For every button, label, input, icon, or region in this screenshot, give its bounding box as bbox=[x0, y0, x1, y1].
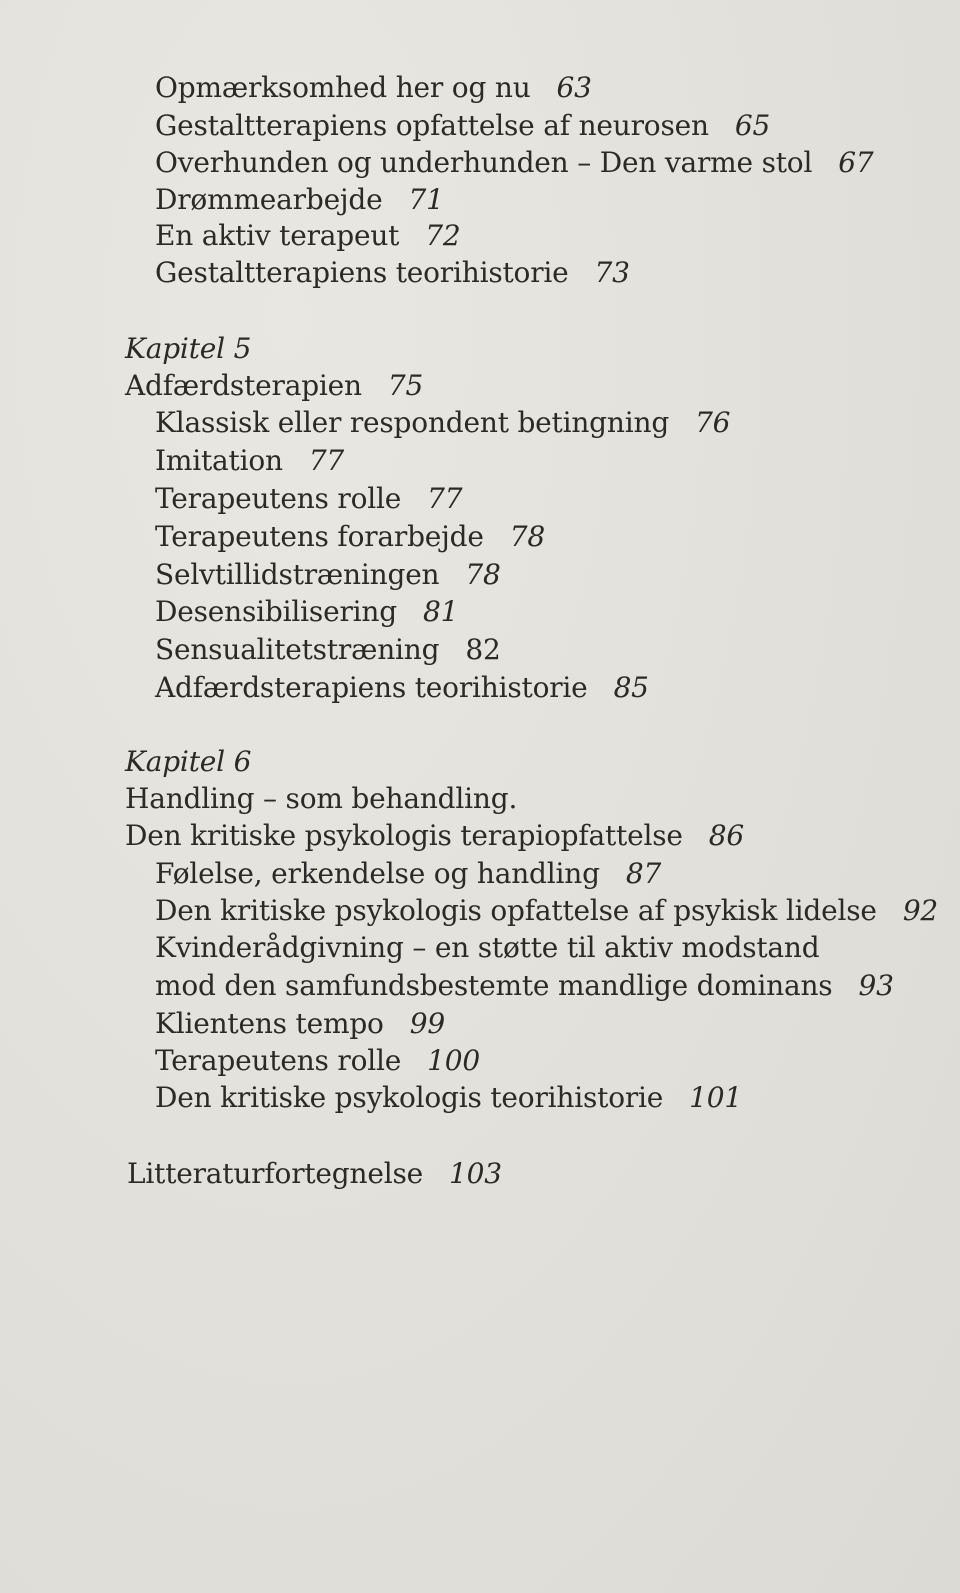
toc-entry-title: Den kritiske psykologis teorihistorie bbox=[155, 1081, 664, 1114]
chapter-6-title-line1: Handling – som behandling. bbox=[125, 782, 518, 815]
toc-entry bbox=[155, 968, 894, 1004]
toc-entry bbox=[155, 632, 501, 668]
toc-entry-page: 72 bbox=[425, 219, 461, 252]
toc-entry-title: En aktiv terapeut bbox=[155, 219, 400, 252]
toc-entry-title: Imitation bbox=[155, 444, 283, 477]
chapter-title-page: 75 bbox=[387, 369, 424, 402]
chapter-title-text: Adfærdsterapien bbox=[125, 369, 362, 402]
chapter-6-title-line2 bbox=[125, 818, 744, 854]
chapter-title-text: Den kritiske psykologis terapiopfattelse bbox=[125, 819, 683, 852]
toc-entry bbox=[155, 443, 344, 479]
toc-entry-page: 101 bbox=[689, 1081, 743, 1114]
toc-entry-page: 85 bbox=[613, 671, 649, 704]
toc-entry-title: mod den samfundsbestemte mandlige dominans bbox=[155, 969, 833, 1002]
toc-entry-title: Terapeutens forarbejde bbox=[155, 520, 484, 553]
toc-entry bbox=[155, 519, 545, 555]
toc-entry-page: 76 bbox=[695, 406, 731, 439]
toc-entry-page: 100 bbox=[427, 1044, 480, 1077]
toc-entry bbox=[155, 1006, 445, 1042]
toc-entry bbox=[155, 405, 730, 441]
bibliography-page: 103 bbox=[449, 1157, 502, 1190]
toc-entry bbox=[155, 670, 649, 706]
toc-entry-title: Drømmearbejde bbox=[155, 183, 383, 216]
toc-entry bbox=[155, 557, 501, 593]
toc-entry-page: 77 bbox=[427, 482, 463, 515]
toc-entry-page: 82 bbox=[465, 633, 501, 666]
toc-entry-page: 71 bbox=[408, 183, 444, 216]
toc-entry-title: Opmærksomhed her og nu bbox=[155, 71, 531, 104]
toc-entry-title: Desensibilisering bbox=[155, 595, 397, 628]
toc-entry bbox=[155, 594, 458, 630]
toc-entry-title: Den kritiske psykologis opfattelse af psykisk lidelse bbox=[155, 894, 877, 927]
toc-entry bbox=[155, 145, 873, 181]
toc-entry-page: 78 bbox=[509, 520, 545, 553]
toc-entry-page: 63 bbox=[556, 71, 592, 104]
toc-entry bbox=[155, 255, 630, 291]
bibliography-entry bbox=[127, 1156, 502, 1192]
toc-entry-title: Terapeutens rolle bbox=[155, 482, 402, 515]
toc-entry-line1: Kvinderådgivning – en støtte til aktiv modstand bbox=[155, 931, 820, 964]
chapter-title-page: 86 bbox=[708, 819, 744, 852]
toc-entry bbox=[155, 856, 661, 892]
toc-entry bbox=[155, 481, 462, 517]
toc-entry bbox=[155, 1080, 742, 1116]
toc-entry-page: 73 bbox=[594, 256, 630, 289]
toc-entry-title: Klientens tempo bbox=[155, 1007, 384, 1040]
toc-entry bbox=[155, 70, 592, 106]
toc-entry-title: Adfærdsterapiens teorihistorie bbox=[155, 671, 588, 704]
toc-entry-page: 65 bbox=[734, 109, 771, 142]
toc-entry-title: Følelse, erkendelse og handling bbox=[155, 857, 600, 890]
bibliography-title: Litteraturfortegnelse bbox=[127, 1157, 424, 1190]
toc-entry bbox=[155, 218, 460, 254]
toc-entry-page: 93 bbox=[858, 969, 894, 1002]
toc-entry-title: Gestaltterapiens opfattelse af neurosen bbox=[155, 109, 709, 142]
toc-entry-page: 99 bbox=[409, 1007, 445, 1040]
chapter-6-label: Kapitel 6 bbox=[125, 745, 252, 778]
toc-entry bbox=[155, 1043, 480, 1079]
toc-entry-page: 67 bbox=[838, 146, 874, 179]
chapter-5-title bbox=[125, 368, 423, 404]
toc-entry bbox=[155, 182, 444, 218]
toc-entry-title: Terapeutens rolle bbox=[155, 1044, 402, 1077]
toc-entry-page: 92 bbox=[902, 894, 939, 927]
toc-entry-page: 78 bbox=[465, 558, 501, 591]
toc-entry-title: Gestaltterapiens teorihistorie bbox=[155, 256, 569, 289]
toc-entry-page: 87 bbox=[625, 857, 662, 890]
toc-entry-title: Overhunden og underhunden – Den varme stol bbox=[155, 146, 813, 179]
toc-entry-page: 81 bbox=[422, 595, 459, 628]
chapter-5-label: Kapitel 5 bbox=[125, 332, 252, 365]
toc-entry-page: 77 bbox=[308, 444, 345, 477]
toc-entry-title: Selvtillidstræningen bbox=[155, 558, 440, 591]
toc-entry-title: Sensualitetstræning bbox=[155, 633, 440, 666]
toc-entry bbox=[155, 893, 938, 929]
toc-entry bbox=[155, 108, 770, 144]
toc-entry-title: Klassisk eller respondent betingning bbox=[155, 406, 670, 439]
